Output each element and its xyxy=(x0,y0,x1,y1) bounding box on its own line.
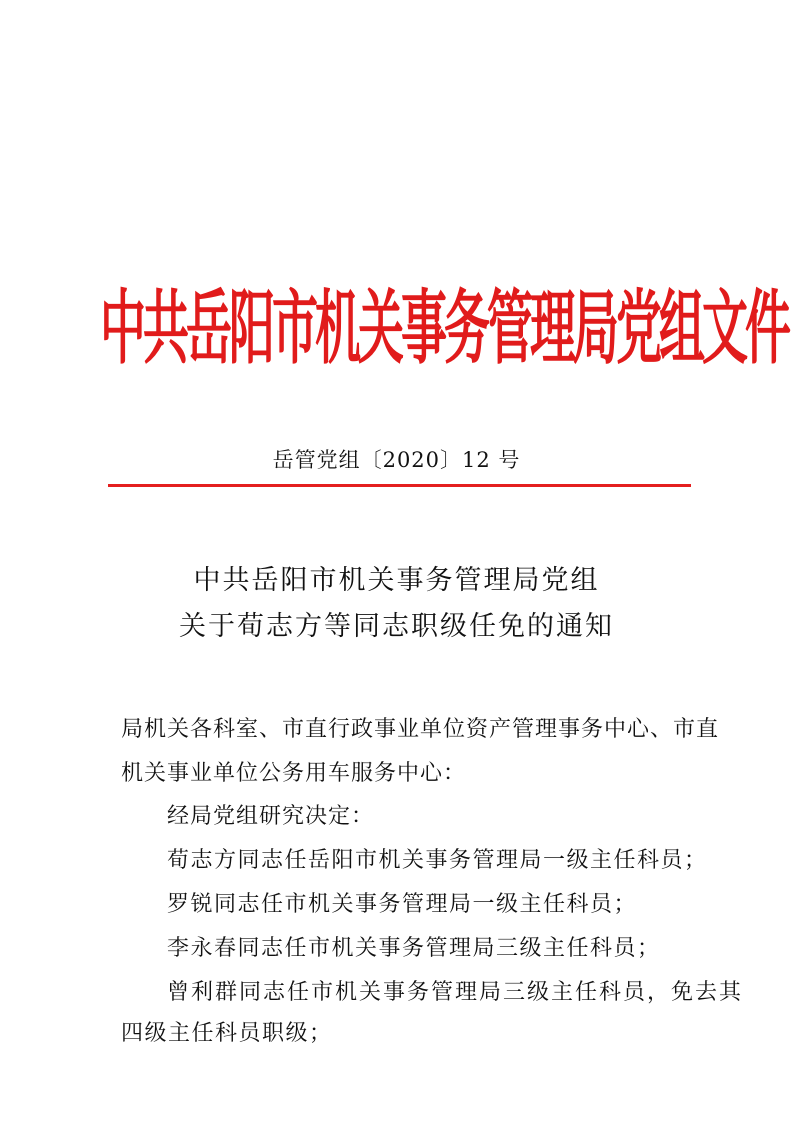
document-number: 岳管党组〔2020〕12 号 xyxy=(272,448,521,472)
notice-title-line-1: 中共岳阳市机关事务管理局党组 xyxy=(193,565,600,596)
header-divider-rule xyxy=(108,484,691,487)
document-header xyxy=(100,278,788,378)
appointment-item: 李永春同志任市机关事务管理局三级主任科员； xyxy=(167,936,661,961)
document-header-title: 中共岳阳市机关事务管理局党组文件 xyxy=(100,280,788,376)
appointment-item: 罗锐同志任市机关事务管理局一级主任科员； xyxy=(167,892,638,917)
appointment-item: 曾利群同志任市机关事务管理局三级主任科员，免去其 xyxy=(167,980,744,1005)
appointment-item: 荀志方同志任岳阳市机关事务管理局一级主任科员； xyxy=(167,848,708,873)
notice-title-line-2: 关于荀志方等同志职级任免的通知 xyxy=(179,611,614,642)
addressee-line-2: 机关事业单位公务用车服务中心： xyxy=(121,761,467,786)
decision-intro: 经局党组研究决定： xyxy=(167,804,375,829)
appointment-item-continuation: 四级主任科员职级； xyxy=(121,1021,333,1046)
addressee-line-1: 局机关各科室、市直行政事业单位资产管理事务中心、市直 xyxy=(121,717,720,742)
